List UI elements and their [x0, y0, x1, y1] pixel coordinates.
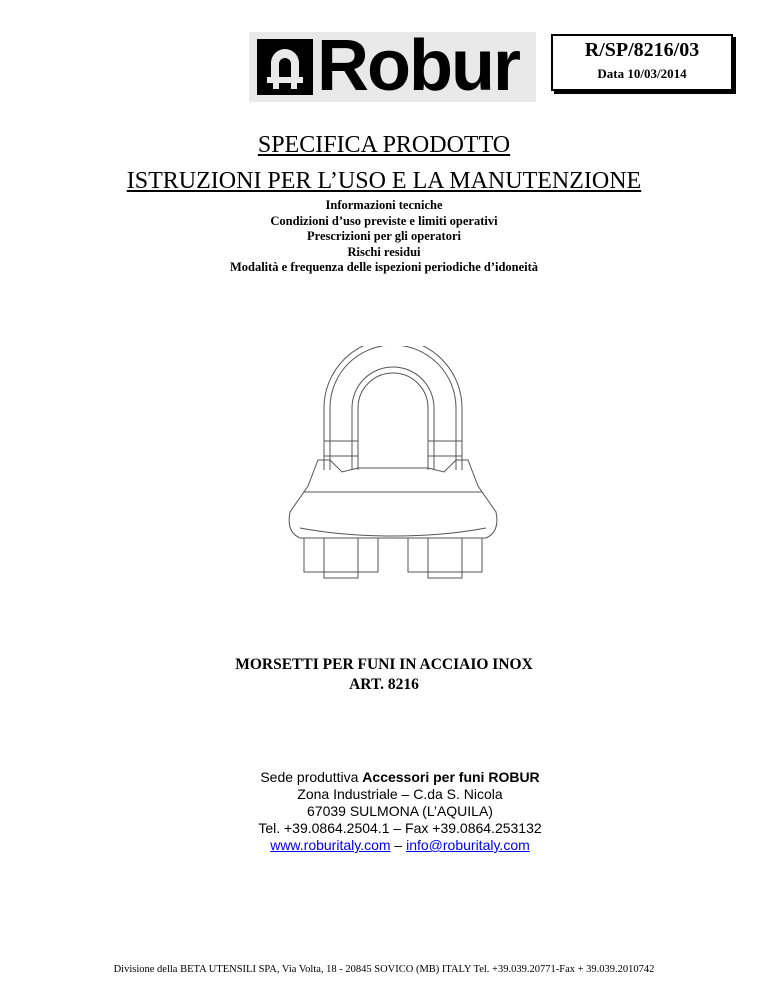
- email-link[interactable]: info@roburitaly.com: [406, 837, 530, 853]
- page-subtitle: ISTRUZIONI PER L’USO E LA MANUTENZIONE: [126, 168, 642, 194]
- logo-text: Robur: [317, 26, 519, 106]
- document-code-box: [551, 34, 733, 91]
- product-article: ART. 8216: [349, 676, 419, 693]
- address-block: [0, 769, 768, 854]
- page-footer: Divisione della BETA UTENSILI SPA, Via Volta, 18 - 20845 SOVICO (MB) ITALY Tel. +39.039.20771-Fax + 39.039.2010742: [113, 964, 655, 975]
- section-item: Condizioni d’uso previste e limiti operativi: [270, 213, 498, 228]
- document-date: Data 10/03/2014: [597, 66, 687, 81]
- section-item: Modalità e frequenza delle ispezioni periodiche d’idoneità: [229, 260, 539, 274]
- address-line-4: Tel. +39.0864.2504.1 – Fax +39.0864.253132: [258, 820, 542, 836]
- section-list: [0, 198, 768, 276]
- address-line-3: 67039 SULMONA (L’AQUILA): [307, 803, 493, 819]
- section-item: Informazioni tecniche: [325, 198, 443, 212]
- address-prefix: Sede produttiva: [260, 769, 363, 785]
- link-separator: –: [390, 837, 407, 853]
- wire-rope-clip-drawing: [282, 346, 504, 587]
- address-line-2: Zona Industriale – C.da S. Nicola: [297, 786, 503, 802]
- website-link[interactable]: www.roburitaly.com: [270, 837, 391, 853]
- address-line-5: [0, 837, 768, 854]
- address-company: Accessori per funi ROBUR: [362, 769, 540, 785]
- section-item: Prescrizioni per gli operatori: [306, 229, 461, 243]
- product-title: [0, 655, 768, 695]
- document-code: R/SP/8216/03: [584, 39, 700, 61]
- robur-logo: [249, 26, 536, 106]
- address-line-1: [0, 769, 768, 786]
- emblem-icon: [257, 39, 313, 95]
- product-name: MORSETTI PER FUNI IN ACCIAIO INOX: [235, 656, 533, 673]
- page-title: SPECIFICA PRODOTTO: [257, 132, 511, 158]
- section-item: Rischi residui: [347, 244, 421, 259]
